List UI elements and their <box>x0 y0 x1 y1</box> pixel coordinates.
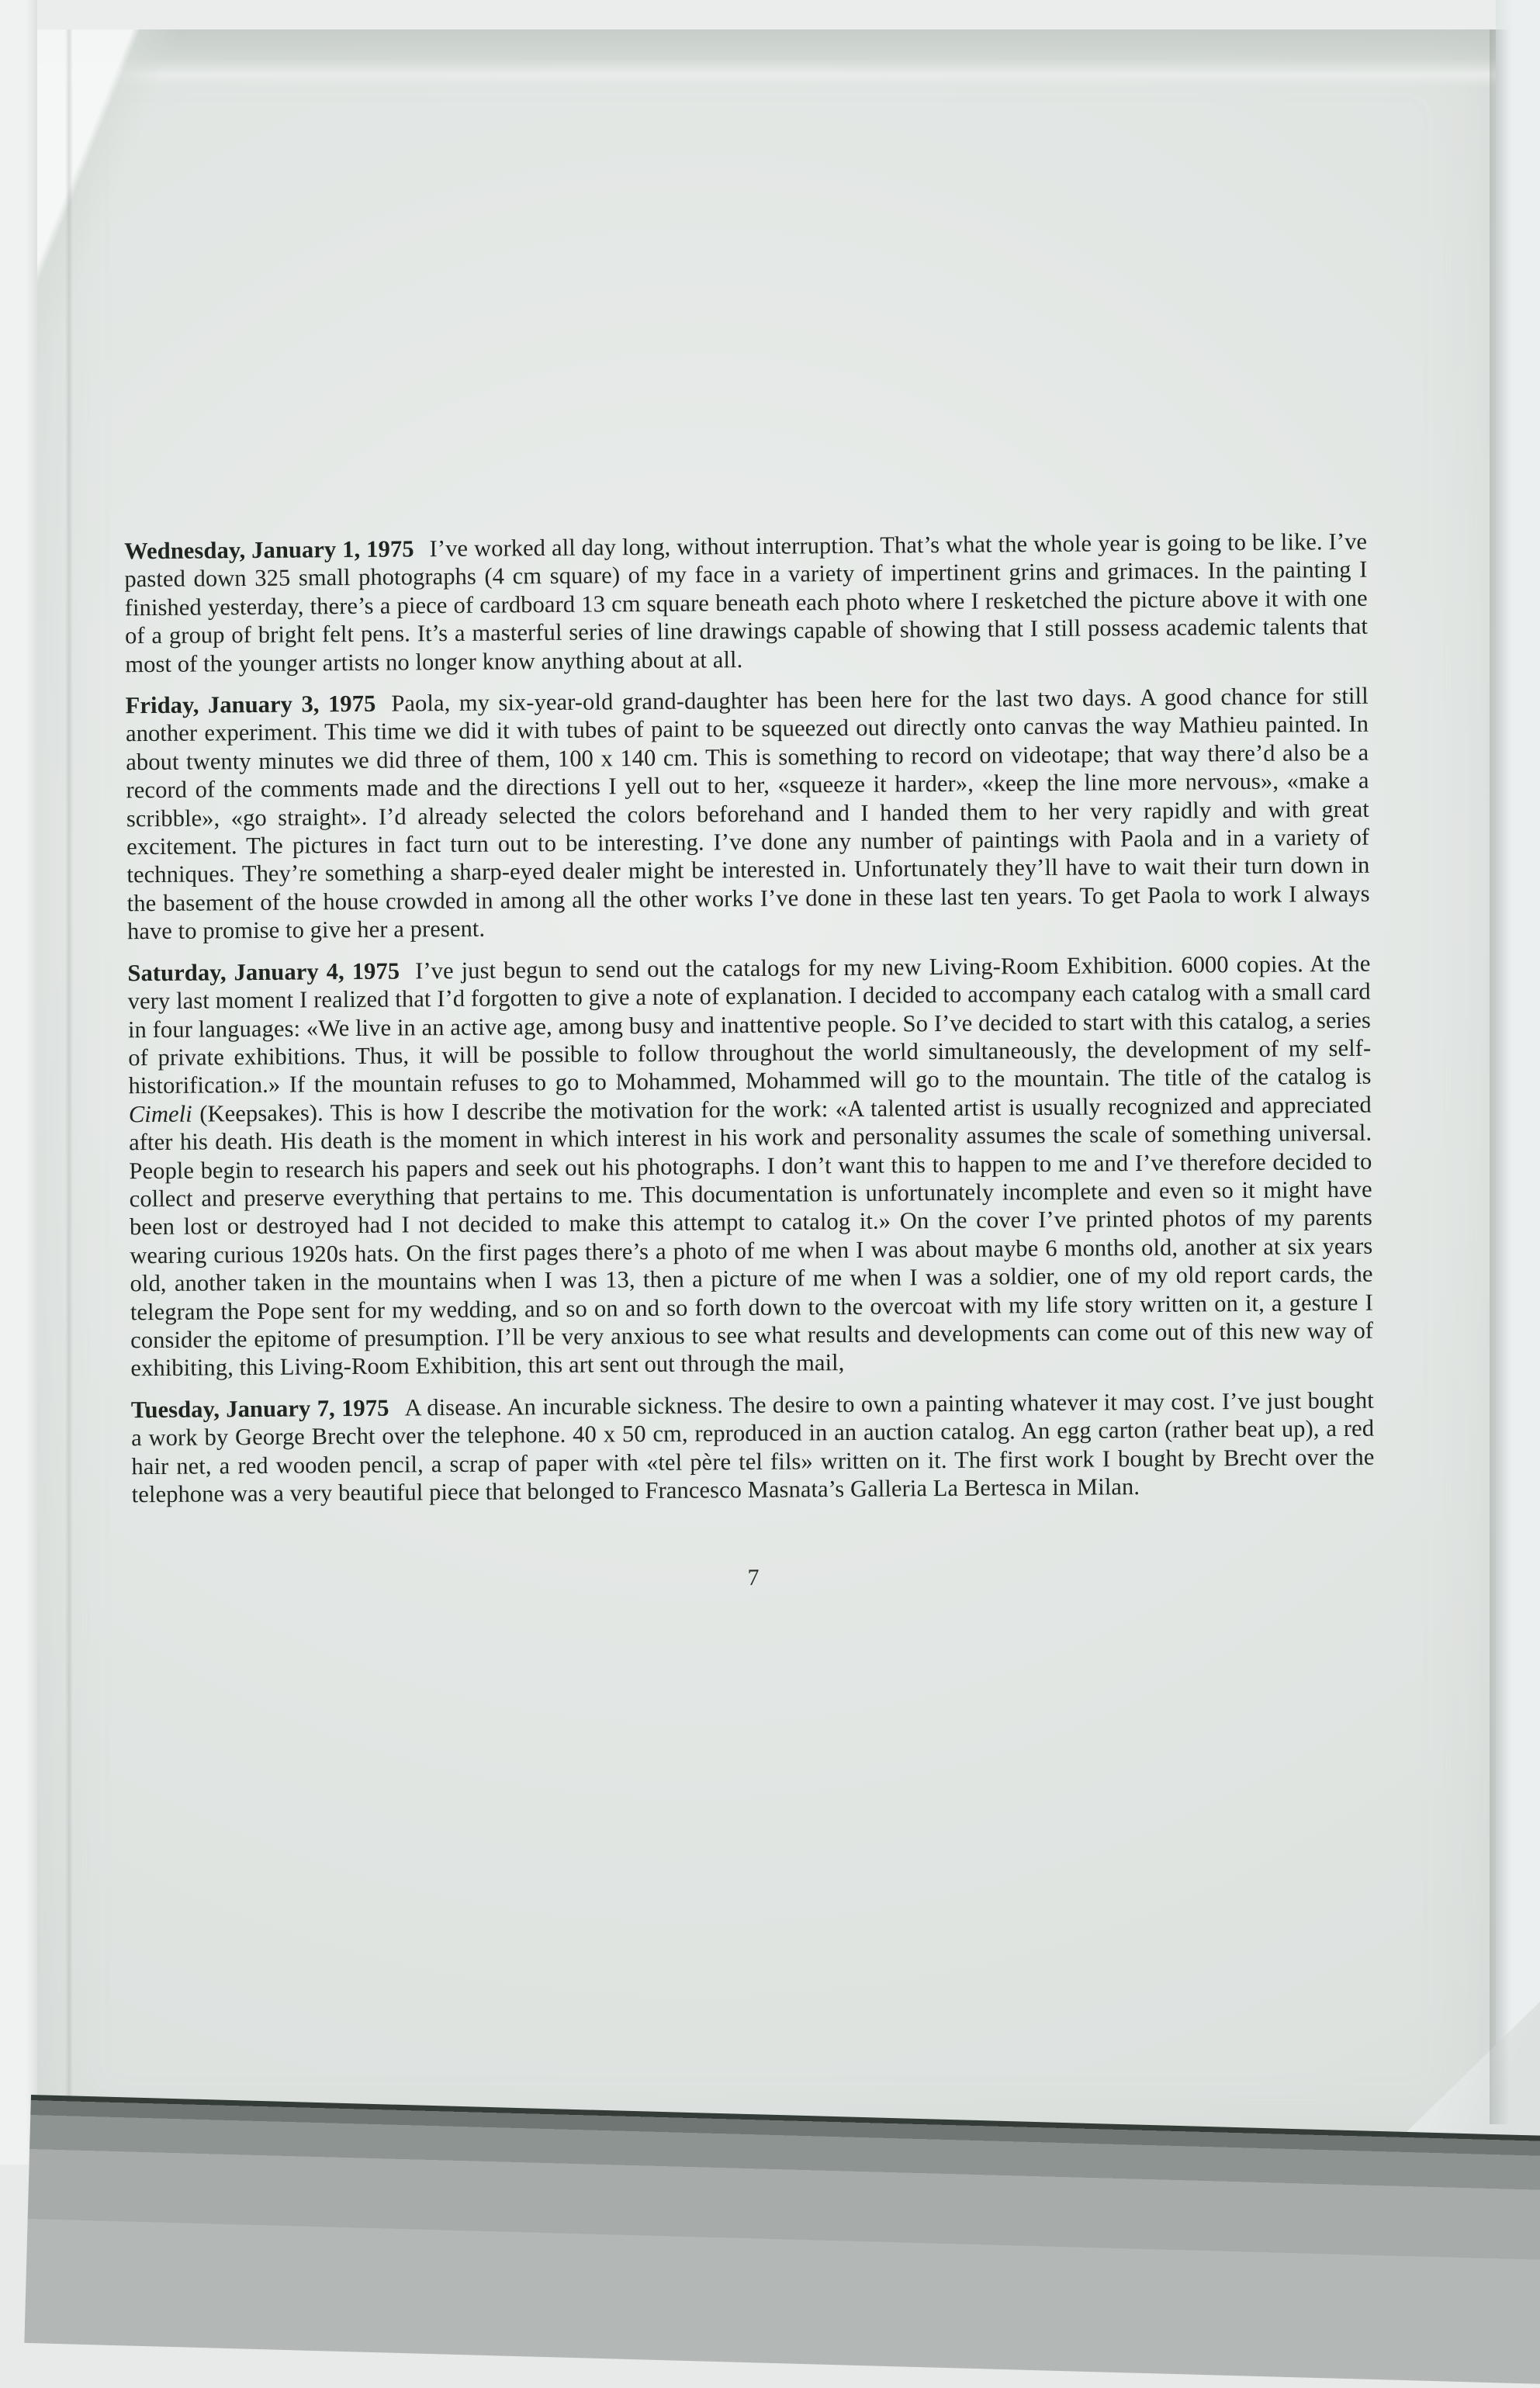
page-corner-fold <box>37 29 185 355</box>
entry-date: Tuesday, January 7, 1975 <box>130 1394 389 1424</box>
entry-date: Saturday, January 4, 1975 <box>127 957 400 986</box>
page-number: 7 <box>747 1565 760 1591</box>
entry-text: I’ve worked all day long, without interruption. That’s what the whole year is going to be like. I’ve pasted down 325 small photographs (4 cm square) of my face in a variety of impertinent grins and grimaces. In the painting I finished yesterday, there’s a piece of cardboard 13 cm square beneath each photo where I resketched the picture above it with one of a group of bright felt pens. It’s a masterful series of line drawings capable of showing that I still possess academic talents that most of the younger artists no longer know anything about at all. <box>124 528 1369 677</box>
surface-top <box>0 0 1540 29</box>
entry-text: I’ve just begun to send out the catalogs for my new Living-Room Exhibition. 6000 copies. At the very last moment I realized that I’d forgotten to give a note of explanation. I decided to accompany each catalog with a small card in four languages: «We live in an active age, among busy and inattentive people. So I’ve decided to start with this catalog, a series of private exhibitions. Thus, it will be possible to follow throughout the world simultaneously, the development of my self-historification.» If the mountain refuses to go to Mohammed, Mohammed will go to the mountain. The title of the catalog is <box>127 950 1372 1099</box>
page-text <box>124 528 1376 1597</box>
entry-text: Paola, my six-year-old grand-daughter has been here for the last two days. A good chance for still another experiment. This time we did it with tubes of paint to be squeezed out directly onto canvas the way Mathieu painted. In about twenty minutes we did three of them, 100 x 140 cm. This is something to record on videotape; that way there’d also be a record of the comments made and the directions I yell out to her, «squeeze it harder», «keep the line more nervous», «make a scribble», «go straight». I’d already selected the colors beforehand and I handed them to her very rapidly and with great excitement. The pictures in fact turn out to be interesting. I’ve done any number of paintings with Paola and in a variety of techniques. They’re something a sharp-eyed dealer might be interested in. Unfortunately they’ll have to wait their turn down in the basement of the house crowded in among all the other works I’ve done in these last ten years. To get Paola to work I always have to promise to give her a present. <box>125 682 1370 945</box>
diary-entry <box>131 1386 1375 1508</box>
page-left-crease <box>65 29 73 2149</box>
entry-date: Friday, January 3, 1975 <box>125 690 376 719</box>
diary-entry <box>127 949 1373 1383</box>
entry-text: (Keepsakes). This is how I describe the motivation for the work: «A talented artist is usually recognized and appreciated after his death. His death is the moment in which interest in his work and personality assumes the scale of something universal. People begin to research his papers and seek out his photographs. I don’t want this to happen to me and I’ve therefore decided to collect and preserve everything that pertains to me. This documentation is unfortunately incomplete and even so it might have been lost or destroyed had I not decided to make this attempt to catalog it.» On the cover I’ve printed photos of my parents wearing curious 1920s hats. On the first pages there’s a photo of me when I was about maybe 6 months old, another at six years old, another taken in the mountains when I was 13, then a picture of me when I was a soldier, one of my old report cards, the telegram the Pope sent for my wedding, and so on and so forth down to the overcoat with my life story written on it, a gesture I consider the epitome of presumption. I’ll be very anxious to see what results and developments can come out of this new way of exhibiting, this Living-Room Exhibition, this art sent out through the mail, <box>129 1091 1374 1382</box>
entry-text: A disease. An incurable sickness. The desire to own a painting whatever it may cost. I’ve just bought a work by George Brecht over the telephone. 40 x 50 cm, reproduced in an auction catalog. An egg carton (rather beat up), a red hair net, a red wooden pencil, a scrap of paper with «tel père tel fils» written on it. The first work I bought by Brecht over the telephone was a very beautiful piece that belonged to Francesco Masnata’s Galleria La Bertesca in Milan. <box>131 1386 1375 1508</box>
diary-entry <box>124 528 1368 679</box>
diary-entry <box>126 682 1371 946</box>
page-bottom-edge-shadow <box>24 2095 1540 2388</box>
surface-left <box>0 0 37 2165</box>
catalog-title-italic: Cimeli <box>128 1100 192 1127</box>
page-top-edge-shade <box>37 29 1496 87</box>
entry-date: Wednesday, January 1, 1975 <box>124 535 414 565</box>
book-page <box>37 29 1496 2149</box>
page-right-shadow <box>1490 29 1510 2124</box>
